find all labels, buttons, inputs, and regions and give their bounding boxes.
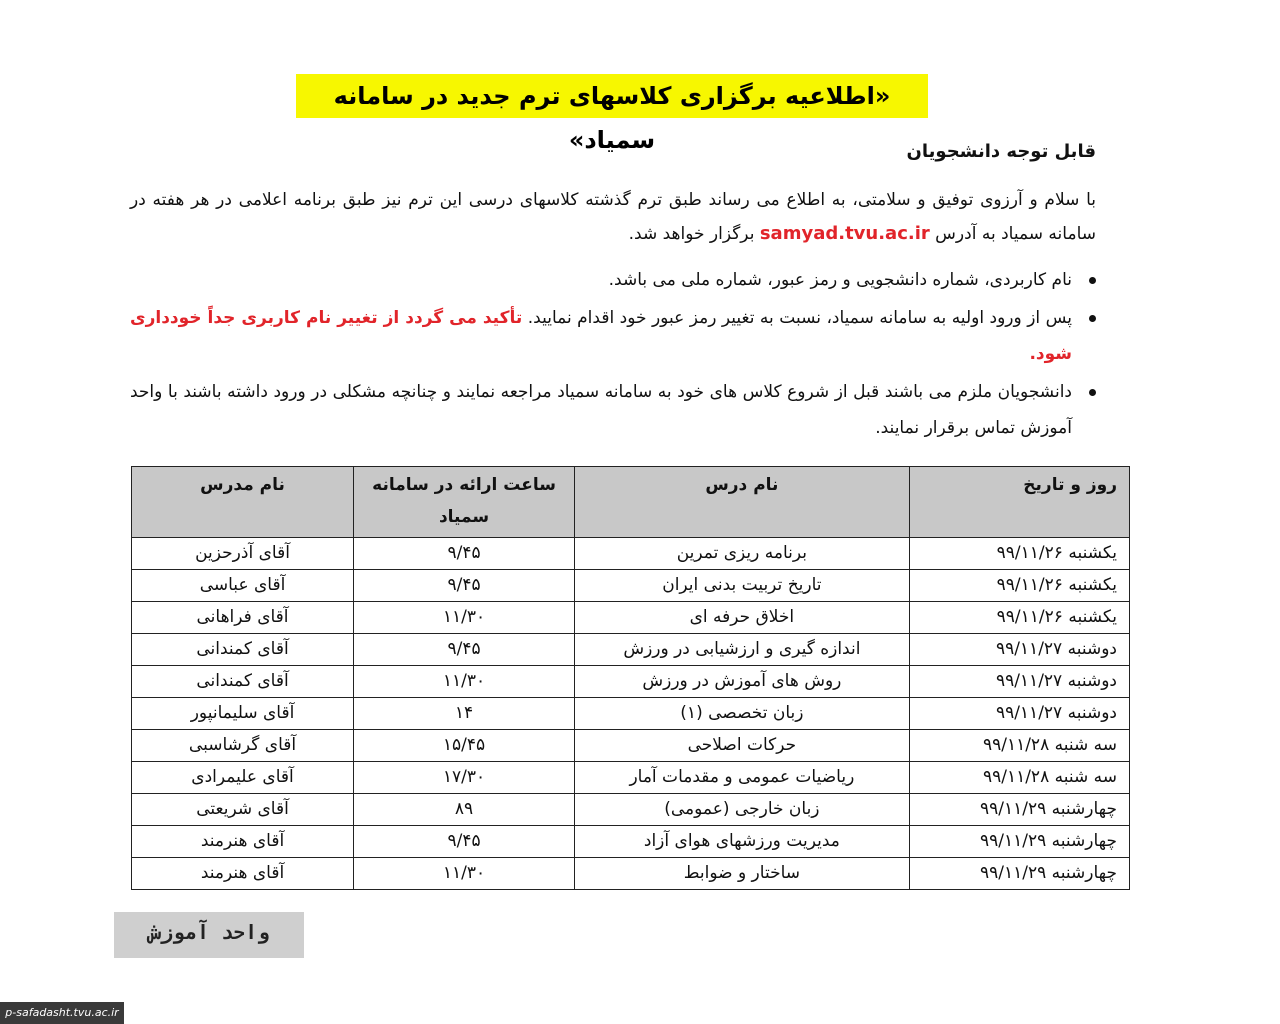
cell-day: دوشنبه ۹۹/۱۱/۲۷	[909, 634, 1129, 666]
cell-teacher: آقای علیمرادی	[132, 762, 354, 794]
bullet-icon	[1089, 389, 1096, 396]
cell-course: تاریخ تربیت بدنی ایران	[575, 570, 910, 602]
intro-paragraph	[130, 184, 1096, 251]
cell-day: یکشنبه ۹۹/۱۱/۲۶	[909, 570, 1129, 602]
bullet-text: پس از ورود اولیه به سامانه سمیاد، نسبت به تغییر رمز عبور خود اقدام نمایید.	[527, 308, 1073, 328]
cell-day: دوشنبه ۹۹/۱۱/۲۷	[909, 698, 1129, 730]
cell-day: یکشنبه ۹۹/۱۱/۲۶	[909, 602, 1129, 634]
header-day: روز و تاریخ	[909, 467, 1129, 538]
cell-teacher: آقای هنرمند	[132, 858, 354, 890]
table-row	[132, 666, 1130, 698]
cell-course: زبان خارجی (عمومی)	[575, 794, 910, 826]
intro-text-after: برگزار خواهد شد.	[628, 224, 755, 244]
cell-course: مدیریت ورزشهای هوای آزاد	[575, 826, 910, 858]
table-row	[132, 762, 1130, 794]
cell-time: ۱۱/۳۰	[354, 602, 575, 634]
table-row	[132, 858, 1130, 890]
bullet-text: دانشجویان ملزم می باشند قبل از شروع کلاس های خود به سامانه سمیاد مراجعه نمایند و چنانچه مشکلی در ورود داشته باشند با واحد آموزش تماس برقرار نمایند.	[130, 382, 1072, 438]
cell-course: زبان تخصصی (۱)	[575, 698, 910, 730]
table-row	[132, 826, 1130, 858]
page-title: «اطلاعیه برگزاری کلاسهای ترم جدید در سامانه سمیاد»	[333, 82, 891, 154]
header-teacher: نام مدرس	[132, 467, 354, 538]
samyad-url-link[interactable]: samyad.tvu.ac.ir	[759, 223, 930, 244]
intro-text-before: با سلام و آرزوی توفیق و سلامتی، به اطلاع می رساند طبق ترم گذشته کلاسهای درسی این ترم نیز طبق برنامه اعلامی در هر هفته در سامانه سمیاد به آدرس	[130, 190, 1096, 244]
cell-time: ۱۴	[354, 698, 575, 730]
cell-teacher: آقای سلیمانپور	[132, 698, 354, 730]
cell-time: ۹/۴۵	[354, 570, 575, 602]
table-row	[132, 730, 1130, 762]
cell-course: حرکات اصلاحی	[575, 730, 910, 762]
title-highlight	[296, 74, 928, 154]
cell-course: اندازه گیری و ارزشیابی در ورزش	[575, 634, 910, 666]
cell-teacher: آقای عباسی	[132, 570, 354, 602]
cell-course: ریاضیات عمومی و مقدمات آمار	[575, 762, 910, 794]
cell-time: ۹/۴۵	[354, 826, 575, 858]
cell-teacher: آقای آذرحزین	[132, 538, 354, 570]
cell-time: ۱۱/۳۰	[354, 858, 575, 890]
bullet-text: نام کاربردی، شماره دانشجویی و رمز عبور، شماره ملی می باشد.	[608, 270, 1072, 290]
cell-teacher: آقای کمندانی	[132, 634, 354, 666]
cell-time: ۱۷/۳۰	[354, 762, 575, 794]
cell-time: ۹/۴۵	[354, 538, 575, 570]
instructions-list	[130, 262, 1096, 448]
education-unit-signature: واحد آموزش	[114, 912, 304, 958]
table-body	[132, 538, 1130, 890]
table-row	[132, 698, 1130, 730]
cell-time: ۸۹	[354, 794, 575, 826]
list-item	[130, 374, 1096, 446]
header-time: ساعت ارائه در سامانه سمیاد	[354, 467, 575, 538]
cell-day: سه شنبه ۹۹/۱۱/۲۸	[909, 762, 1129, 794]
cell-time: ۱۱/۳۰	[354, 666, 575, 698]
cell-day: سه شنبه ۹۹/۱۱/۲۸	[909, 730, 1129, 762]
cell-day: چهارشنبه ۹۹/۱۱/۲۹	[909, 794, 1129, 826]
greeting: قابل توجه دانشجویان	[906, 141, 1096, 162]
bullet-icon	[1089, 315, 1096, 322]
class-schedule-table	[131, 466, 1130, 890]
cell-teacher: آقای شریعتی	[132, 794, 354, 826]
cell-course: روش های آموزش در ورزش	[575, 666, 910, 698]
cell-course: برنامه ریزی تمرین	[575, 538, 910, 570]
cell-day: چهارشنبه ۹۹/۱۱/۲۹	[909, 858, 1129, 890]
table-row	[132, 794, 1130, 826]
cell-time: ۹/۴۵	[354, 634, 575, 666]
cell-course: اخلاق حرفه ای	[575, 602, 910, 634]
bullet-warning: تأکید می گردد از تغییر نام کاربری جداً خودداری شود.	[130, 308, 1072, 364]
cell-teacher: آقای هنرمند	[132, 826, 354, 858]
header-course: نام درس	[575, 467, 910, 538]
bullet-icon	[1089, 277, 1096, 284]
cell-day: دوشنبه ۹۹/۱۱/۲۷	[909, 666, 1129, 698]
list-item	[130, 300, 1096, 372]
cell-course: ساختار و ضوابط	[575, 858, 910, 890]
list-item	[130, 262, 1096, 298]
cell-day: چهارشنبه ۹۹/۱۱/۲۹	[909, 826, 1129, 858]
table-row	[132, 602, 1130, 634]
site-watermark: p-safadasht.tvu.ac.ir	[0, 1002, 124, 1024]
table-row	[132, 570, 1130, 602]
cell-time: ۱۵/۴۵	[354, 730, 575, 762]
cell-teacher: آقای فراهانی	[132, 602, 354, 634]
cell-teacher: آقای گرشاسبی	[132, 730, 354, 762]
table-header-row	[132, 467, 1130, 538]
cell-teacher: آقای کمندانی	[132, 666, 354, 698]
cell-day: یکشنبه ۹۹/۱۱/۲۶	[909, 538, 1129, 570]
table-row	[132, 538, 1130, 570]
table-row	[132, 634, 1130, 666]
